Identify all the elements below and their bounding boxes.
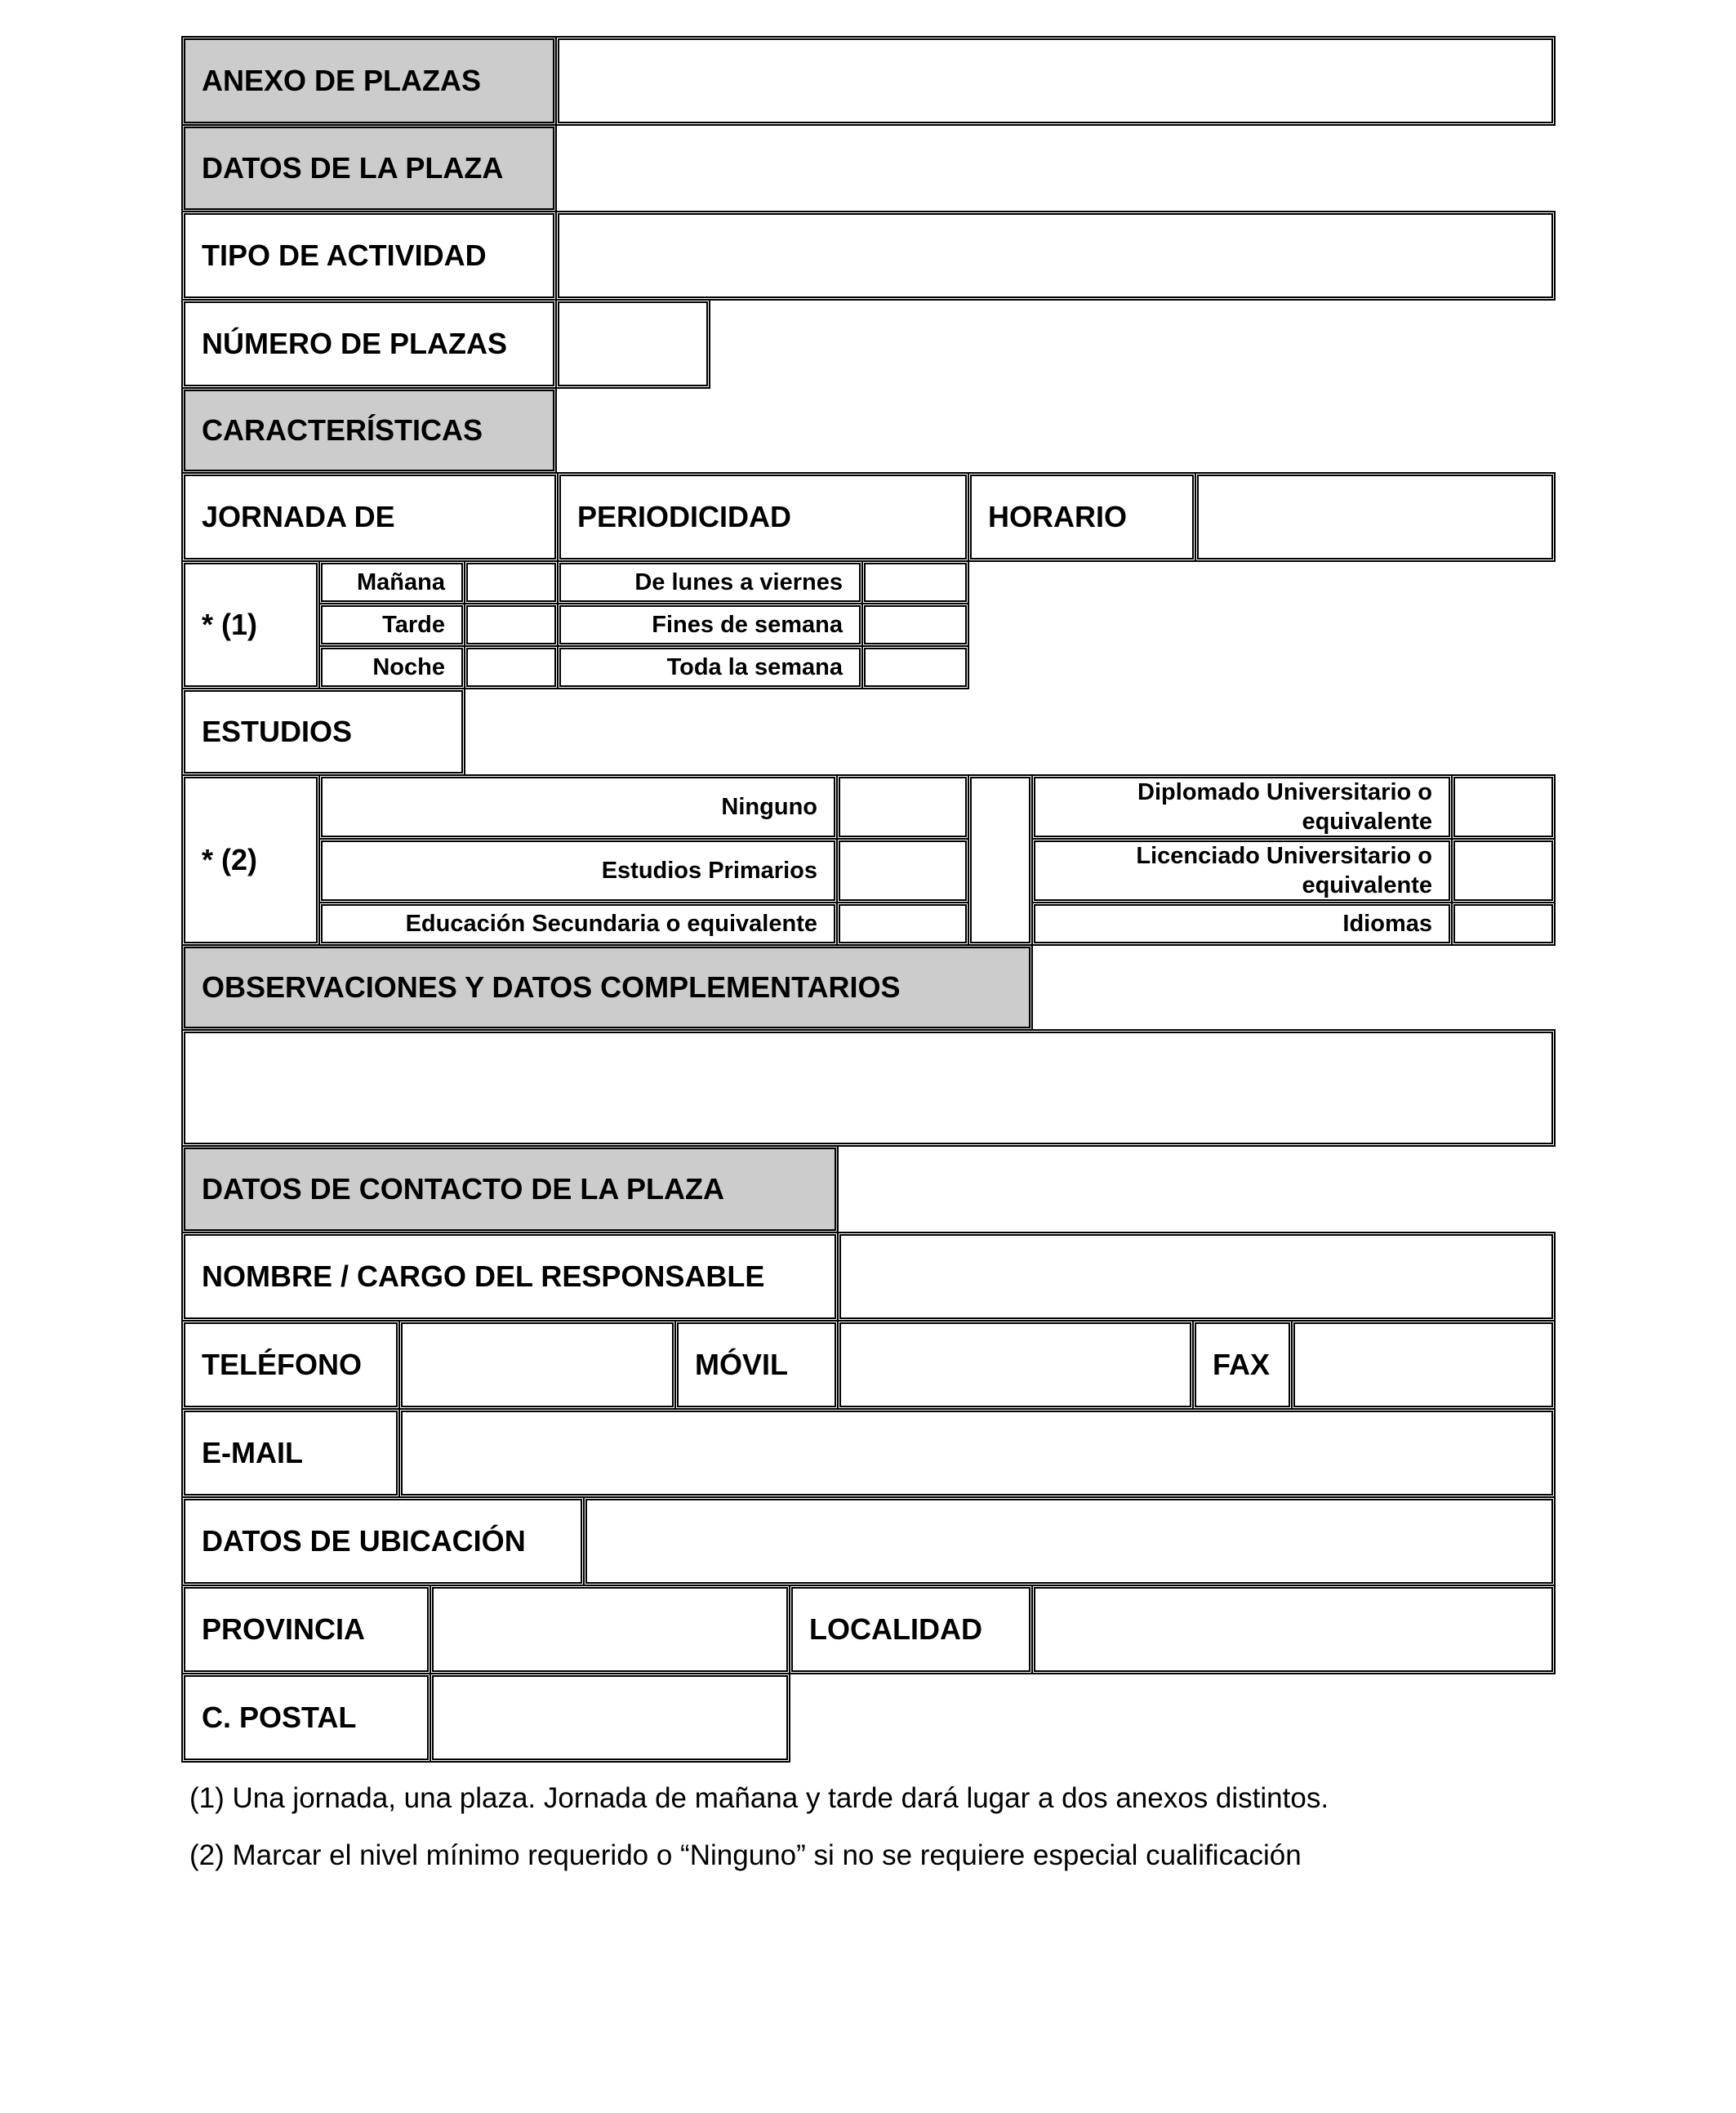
fax-label: FAX bbox=[1213, 1348, 1271, 1381]
estudios-option-label: Estudios Primarios bbox=[601, 857, 817, 884]
jornada-option-label: Tarde bbox=[382, 611, 445, 638]
jornada-option-label: Mañana bbox=[357, 568, 445, 595]
movil-label-cell bbox=[674, 1320, 839, 1410]
periodicidad-checkbox-lunes-viernes[interactable] bbox=[861, 560, 969, 604]
periodicidad-checkbox-toda-semana[interactable] bbox=[861, 645, 969, 689]
jornada-marker-cell bbox=[181, 560, 320, 689]
jornada-option-label: Noche bbox=[372, 653, 445, 680]
estudios-option-label: Idiomas bbox=[1342, 910, 1432, 937]
jornada-checkbox-tarde[interactable] bbox=[464, 603, 559, 647]
jornada-checkbox-manana[interactable] bbox=[464, 560, 559, 604]
estudios-checkbox-licenciado[interactable] bbox=[1451, 838, 1556, 903]
estudios-option-label: Ninguno bbox=[721, 793, 817, 820]
estudios-option-idiomas bbox=[1031, 902, 1453, 946]
datos-plaza-header bbox=[181, 124, 557, 212]
responsable-field[interactable] bbox=[837, 1232, 1556, 1322]
movil-label: MÓVIL bbox=[695, 1348, 788, 1381]
estudios-checkbox-secundaria[interactable] bbox=[836, 902, 969, 946]
estudios-checkbox-ninguno[interactable] bbox=[836, 774, 969, 840]
jornada-checkbox-noche[interactable] bbox=[464, 645, 559, 689]
localidad-label-cell bbox=[789, 1585, 1033, 1674]
cpostal-field[interactable] bbox=[430, 1673, 790, 1763]
periodicidad-option-label: Toda la semana bbox=[666, 653, 843, 680]
estudios-option-licenciado bbox=[1031, 838, 1453, 903]
provincia-label-cell bbox=[181, 1585, 431, 1674]
horario-field[interactable] bbox=[1195, 472, 1556, 562]
observaciones-header bbox=[181, 944, 1033, 1031]
estudios-spacer-cell bbox=[968, 774, 1033, 946]
horario-label: HORARIO bbox=[988, 500, 1127, 533]
responsable-label-cell bbox=[181, 1232, 839, 1322]
jornada-marker: * (1) bbox=[202, 608, 258, 641]
provincia-label: PROVINCIA bbox=[202, 1612, 366, 1646]
movil-field[interactable] bbox=[837, 1320, 1194, 1410]
estudios-checkbox-idiomas[interactable] bbox=[1451, 902, 1556, 946]
telefono-field[interactable] bbox=[398, 1320, 676, 1410]
estudios-label: ESTUDIOS bbox=[202, 715, 353, 748]
localidad-field[interactable] bbox=[1031, 1585, 1556, 1674]
estudios-option-diplomado bbox=[1031, 774, 1453, 840]
periodicidad-label-cell bbox=[557, 472, 969, 562]
periodicidad-option-fines-semana bbox=[557, 603, 863, 647]
telefono-label: TELÉFONO bbox=[202, 1348, 362, 1381]
contacto-header bbox=[181, 1145, 839, 1233]
ubicacion-label: DATOS DE UBICACIÓN bbox=[202, 1524, 526, 1558]
estudios-marker: * (2) bbox=[202, 843, 258, 876]
fax-label-cell bbox=[1192, 1320, 1293, 1410]
responsable-label: NOMBRE / CARGO DEL RESPONSABLE bbox=[202, 1259, 765, 1293]
footnote-1: (1) Una jornada, una plaza. Jornada de mañana y tarde dará lugar a dos anexos distintos. bbox=[189, 1782, 1329, 1814]
fax-field[interactable] bbox=[1291, 1320, 1556, 1410]
cpostal-label-cell bbox=[181, 1673, 431, 1763]
numero-plazas-field[interactable] bbox=[555, 299, 710, 389]
jornada-label: JORNADA DE bbox=[202, 500, 395, 533]
estudios-label-cell bbox=[181, 688, 465, 776]
periodicidad-option-label: Fines de semana bbox=[652, 611, 843, 638]
estudios-marker-cell bbox=[181, 774, 320, 946]
observaciones-label: OBSERVACIONES Y DATOS COMPLEMENTARIOS bbox=[202, 970, 901, 1004]
ubicacion-field[interactable] bbox=[583, 1496, 1556, 1586]
telefono-label-cell bbox=[181, 1320, 400, 1410]
localidad-label: LOCALIDAD bbox=[809, 1612, 982, 1646]
jornada-option-tarde bbox=[318, 603, 465, 647]
anexo-label: ANEXO DE PLAZAS bbox=[202, 64, 482, 97]
ubicacion-label-cell bbox=[181, 1496, 585, 1586]
anexo-field[interactable] bbox=[555, 36, 1556, 126]
periodicidad-checkbox-fines-semana[interactable] bbox=[861, 603, 969, 647]
estudios-option-secundaria bbox=[318, 902, 838, 946]
jornada-option-noche bbox=[318, 645, 465, 689]
estudios-option-label: Diplomado Universitario o equivalente bbox=[1137, 778, 1432, 835]
cpostal-label: C. POSTAL bbox=[202, 1701, 357, 1734]
caracteristicas-label: CARACTERÍSTICAS bbox=[202, 413, 483, 447]
estudios-option-label: Licenciado Universitario o equivalente bbox=[1136, 842, 1432, 898]
periodicidad-label: PERIODICIDAD bbox=[577, 500, 792, 533]
footnote-2: (2) Marcar el nivel mínimo requerido o “Ninguno” si no se requiere especial cualificación bbox=[189, 1839, 1302, 1871]
periodicidad-option-label: De lunes a viernes bbox=[634, 568, 843, 595]
email-field[interactable] bbox=[398, 1408, 1556, 1498]
contacto-label: DATOS DE CONTACTO DE LA PLAZA bbox=[202, 1172, 725, 1206]
numero-plazas-label: NÚMERO DE PLAZAS bbox=[202, 327, 508, 360]
anexo-header bbox=[181, 36, 557, 126]
periodicidad-option-lunes-viernes bbox=[557, 560, 863, 604]
tipo-actividad-label-cell bbox=[181, 211, 557, 301]
tipo-actividad-field[interactable] bbox=[555, 211, 1556, 301]
estudios-option-label: Educación Secundaria o equivalente bbox=[405, 910, 817, 937]
numero-plazas-label-cell bbox=[181, 299, 557, 389]
email-label: E-MAIL bbox=[202, 1436, 303, 1469]
datos-plaza-label: DATOS DE LA PLAZA bbox=[202, 151, 504, 185]
periodicidad-option-toda-semana bbox=[557, 645, 863, 689]
email-label-cell bbox=[181, 1408, 400, 1498]
provincia-field[interactable] bbox=[430, 1585, 790, 1674]
tipo-actividad-label: TIPO DE ACTIVIDAD bbox=[202, 238, 487, 272]
estudios-option-primarios bbox=[318, 838, 838, 903]
horario-label-cell bbox=[968, 472, 1196, 562]
estudios-option-ninguno bbox=[318, 774, 838, 840]
jornada-label-cell bbox=[181, 472, 559, 562]
estudios-checkbox-primarios[interactable] bbox=[836, 838, 969, 903]
jornada-option-manana bbox=[318, 560, 465, 604]
estudios-checkbox-diplomado[interactable] bbox=[1451, 774, 1556, 840]
observaciones-field[interactable] bbox=[181, 1029, 1556, 1147]
caracteristicas-header bbox=[181, 387, 557, 474]
